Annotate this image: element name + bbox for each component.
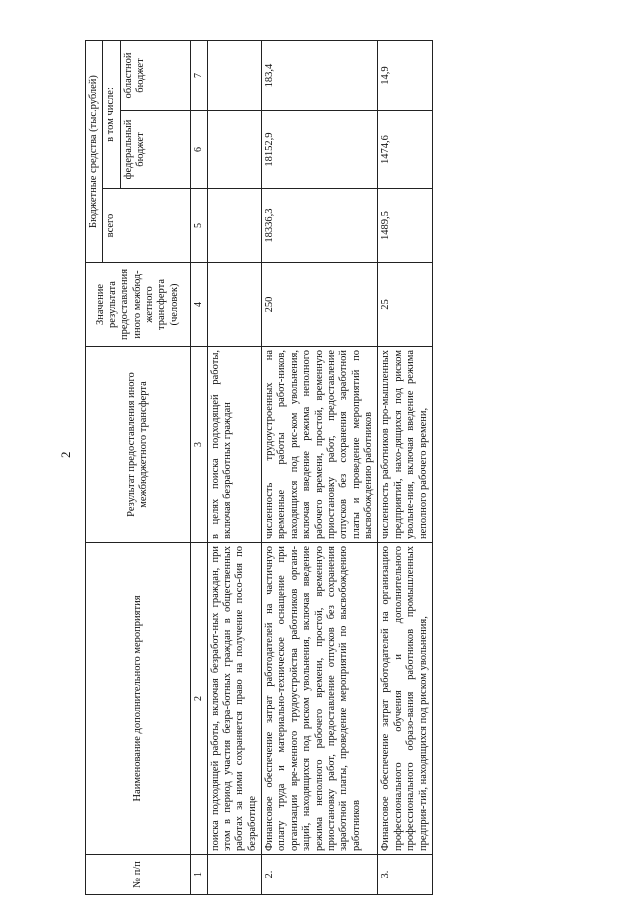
- row-total: [207, 189, 262, 263]
- row-federal: 1474,6: [378, 111, 433, 189]
- col-number-5: 5: [190, 189, 207, 263]
- table-row: [262, 41, 378, 895]
- col-number-2: 2: [190, 543, 207, 855]
- row-federal: [207, 111, 262, 189]
- header-no: № п/п: [86, 855, 191, 895]
- row-no: [207, 855, 262, 895]
- measures-table: [85, 40, 433, 895]
- row-value: 25: [378, 263, 433, 347]
- column-numbers-row: [190, 41, 207, 895]
- row-federal: 18152,9: [262, 111, 378, 189]
- row-value: [207, 263, 262, 347]
- row-result: в целях поиска подходящей работы, включая безработных граждан: [207, 347, 262, 543]
- row-no: 3.: [378, 855, 433, 895]
- header-budget: Бюджетные средства (тыс.рублей): [86, 41, 103, 263]
- table-row: [378, 41, 433, 895]
- header-name: Наименование дополнительного мероприятия: [86, 543, 191, 855]
- col-number-4: 4: [190, 263, 207, 347]
- row-regional: 14,9: [378, 41, 433, 111]
- row-total: 1489,5: [378, 189, 433, 263]
- header-total: всего: [103, 189, 190, 263]
- page-number: 2: [58, 451, 73, 458]
- col-number-7: 7: [190, 41, 207, 111]
- table-row: [207, 41, 262, 895]
- header-regional: областной бюджет: [120, 41, 190, 111]
- header-row-top: [86, 41, 103, 895]
- col-number-6: 6: [190, 111, 207, 189]
- header-incl: в том числе:: [103, 41, 120, 189]
- row-no: 2.: [262, 855, 378, 895]
- row-total: 18336,3: [262, 189, 378, 263]
- row-regional: [207, 41, 262, 111]
- row-result: численность трудоустроенных на временные работы работ-ников, находящихся под рис-ком увольнения, включая введение режима неполного рабочего времени, простой, временную приостановку работ, предоставление отпусков без сохранения заработной платы и проведение мероприятий по высвобождению работников: [262, 347, 378, 543]
- row-regional: 183,4: [262, 41, 378, 111]
- header-result: Результат предоставления иного межбюджетного трансферта: [86, 347, 191, 543]
- col-number-1: 1: [190, 855, 207, 895]
- header-federal: федеральный бюджет: [120, 111, 190, 189]
- row-name: поиска подходящей работы, включая безработ-ных граждан, при этом в период участия безра-ботных граждан в общественных работах за ними сохраняется право на получение посо-бия по безработице: [207, 543, 262, 855]
- row-result: численность работников про-мышленных предприятий, нахо-дящихся под риском увольне-ния, включая введение режима неполного рабочего времени,: [378, 347, 433, 543]
- row-value: 250: [262, 263, 378, 347]
- row-name: Финансовое обеспечение затрат работодателей на организацию профессионального обучения и дополнительного профессионального образо-вания работников промышленных предприя-тий, находящихся под риском увольнения,: [378, 543, 433, 855]
- col-number-3: 3: [190, 347, 207, 543]
- header-value: Значение результата предоставления иного межбюд-жетного трансферта (человек): [86, 263, 191, 347]
- row-name: Финансовое обеспечение затрат работодателей на частичную оплату труда и материально-техническое оснащение при организации вре-менного трудоустройства работников органи-заций, находящихся под риском увольнения, включая введение режима неполного рабочего времени, простой, временную приостановку работ, предоставление отпусков без сохранения заработной платы, проведение мероприятий по высвобождению работников: [262, 543, 378, 855]
